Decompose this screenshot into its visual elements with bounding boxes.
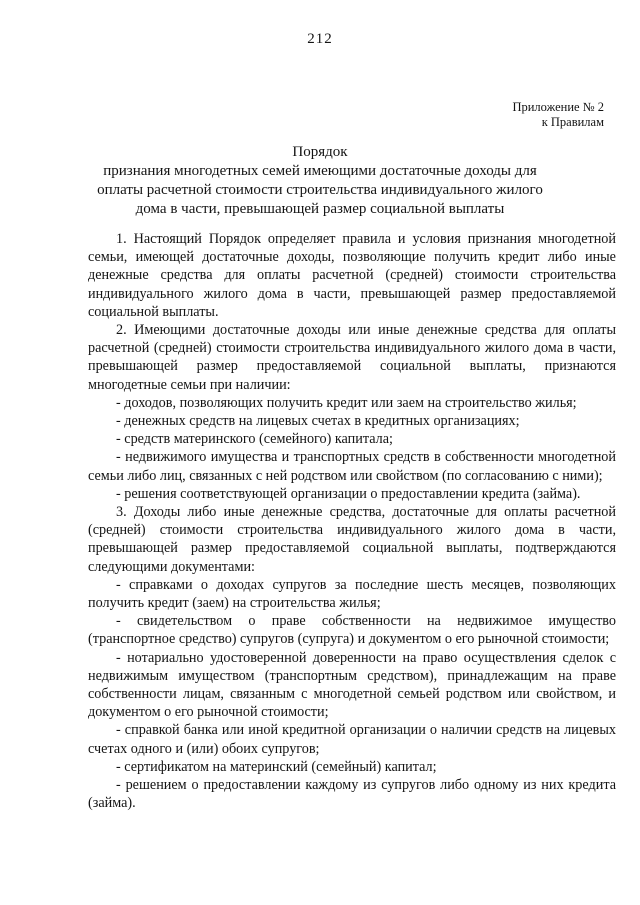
- page-number: 212: [307, 31, 333, 47]
- list-item: - решения соответствующей организации о предоставлении кредита (займа).: [116, 485, 581, 502]
- document-subtitle: признания многодетных семей имеющими достаточные доходы для оплаты расчетной стоимости строительства индивидуального жилого дома в части, превышающей размер социальной выплаты: [97, 163, 543, 217]
- list-item: - средств материнского (семейного) капитала;: [116, 431, 393, 448]
- appendix-line-1: Приложение № 2: [512, 100, 604, 114]
- paragraph-1: 1. Настоящий Порядок определяет правила и условия признания многодетной семьи, имеющей достаточные доходы, позволяющие получить кредит либо иные денежные средства для оплаты расчетной (средней) стоимости строительства индивидуального жилого дома в части, превышающей размер предоставляемой социальной выплаты.: [88, 231, 616, 320]
- appendix-line-2: к Правилам: [541, 115, 604, 129]
- list-item: - решением о предоставлении каждому из супругов либо одному из них кредита (займа).: [88, 777, 616, 812]
- list-item: - справкой банка или иной кредитной организации о наличии средств на лицевых счетах одного и (или) обоих супругов;: [88, 722, 616, 757]
- paragraph-2: 2. Имеющими достаточные доходы или иные денежные средства для оплаты расчетной (средней) стоимости строительства индивидуального жилого дома в части, превышающей размер предоставляемой социальной выплаты, признаются многодетные семьи при наличии:: [88, 322, 616, 393]
- list-item: - доходов, позволяющих получить кредит или заем на строительство жилья;: [116, 394, 577, 411]
- list-item: - свидетельством о праве собственности на недвижимое имущество (транспортное средство) супругов (супруга) и документом о его рыночной стоимости;: [88, 613, 616, 648]
- document-body: [88, 230, 616, 813]
- appendix-reference: [512, 100, 604, 130]
- list-item: - нотариально удостоверенной доверенности на право осуществления сделок с недвижимым имуществом (транспортным средством), принадлежащим на праве собственности лицам, связанным с многодетной семьей родством или свойством, и документом о его рыночной стоимости;: [88, 649, 616, 721]
- list-item: - денежных средств на лицевых счетах в кредитных организациях;: [116, 413, 520, 430]
- paragraph-3: 3. Доходы либо иные денежные средства, достаточные для оплаты расчетной (средней) стоимости строительства индивидуального жилого дома в части, превышающей размер предоставляемой социальной выплаты, подтверждаются следующими документами:: [88, 504, 616, 575]
- document-title: Порядок: [292, 144, 348, 160]
- list-item: - сертификатом на материнский (семейный) капитал;: [116, 758, 437, 775]
- list-item: - недвижимого имущества и транспортных средств в собственности многодетной семьи либо лиц, связанных с ней родством или свойством (по согласованию с ними);: [88, 449, 616, 484]
- list-item: - справками о доходах супругов за последние шесть месяцев, позволяющих получить кредит (заем) на строительства жилья;: [88, 576, 616, 612]
